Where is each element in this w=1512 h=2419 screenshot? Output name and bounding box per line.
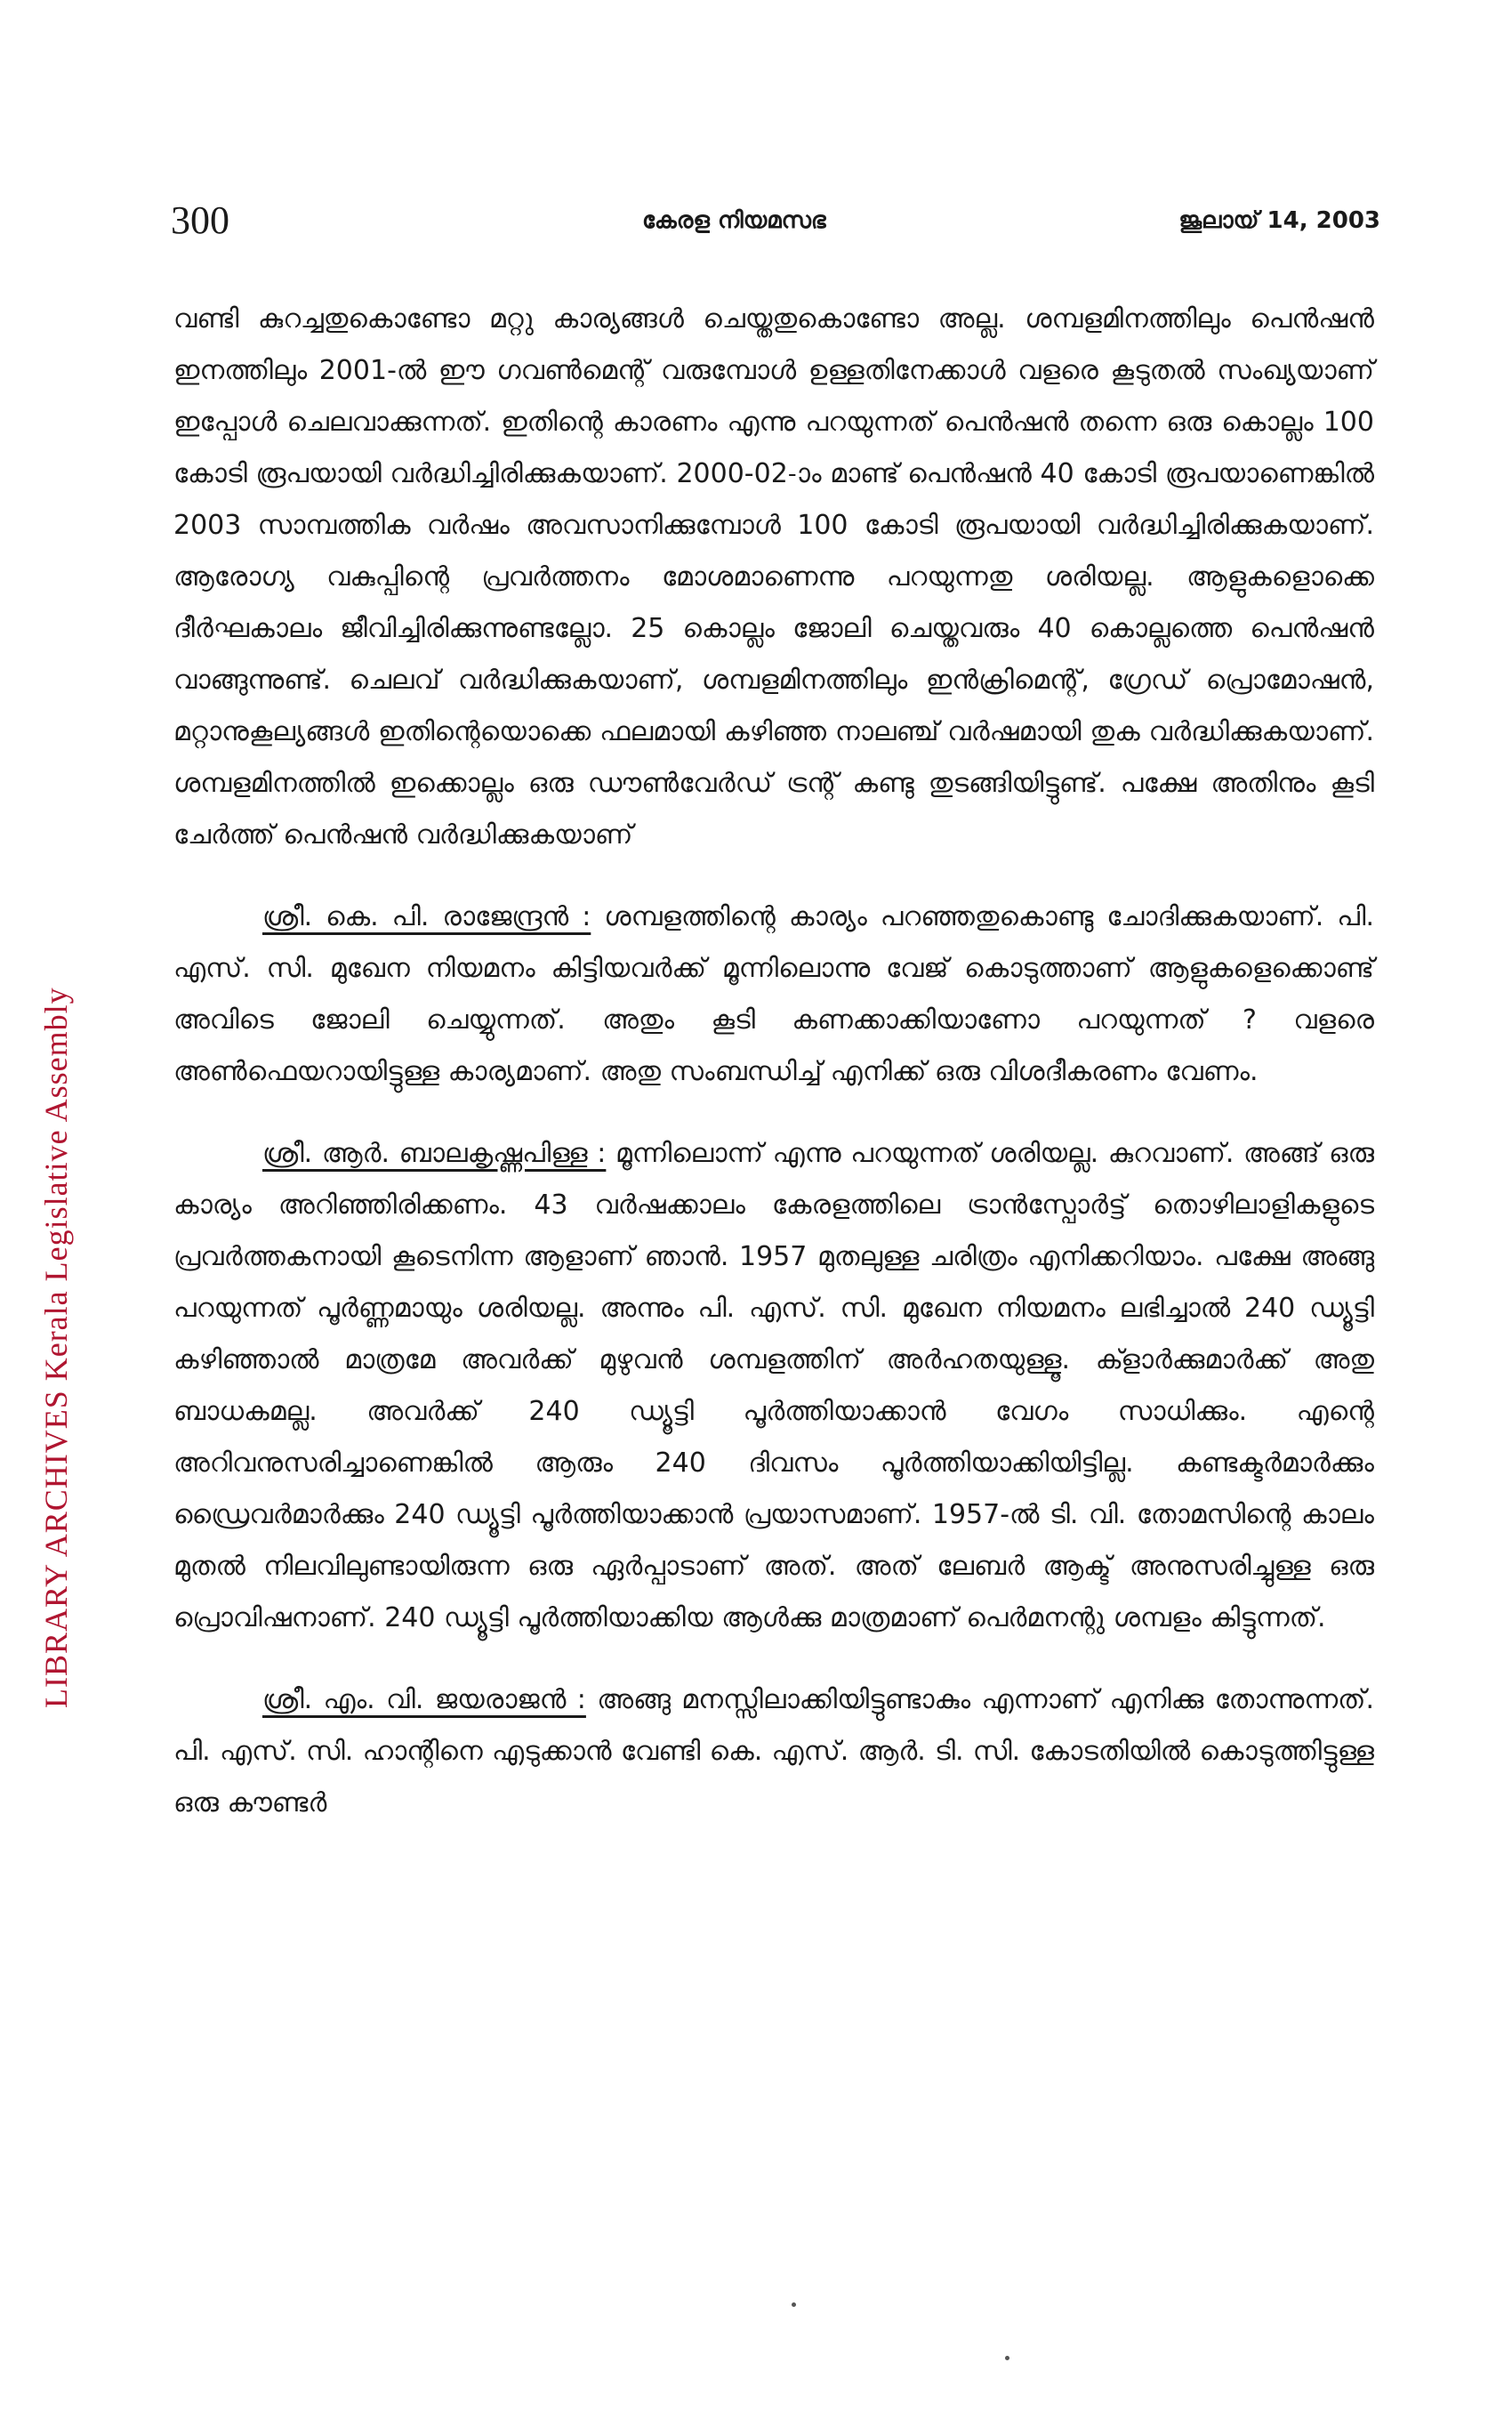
speech-jayarajan	[173, 1674, 1374, 1829]
page-header	[171, 194, 1380, 247]
scan-dot	[1005, 2356, 1009, 2360]
speaker-name: ശ്രീ. ആർ. ബാലകൃഷ്ണപിള്ള :	[262, 1138, 607, 1169]
document-body	[173, 294, 1374, 1829]
speaker-name: ശ്രീ. കെ. പി. രാജേന്ദ്രൻ :	[262, 901, 591, 932]
speech-text: ശമ്പളത്തിന്റെ കാര്യം പറഞ്ഞതുകൊണ്ടു ചോദിക്കുകയാണ്. പി. എസ്. സി. മുഖേന നിയമനം കിട്ടിയവർക്ക് മൂന്നിലൊന്നു വേജ് കൊടുത്താണ് ആളുകളെക്കൊണ്ട് അവിടെ ജോലി ചെയ്യുന്നത്. അതും കൂടി കണക്കാക്കിയാണോ പറയുന്നത് ? വളരെ അൺഫെയറായിട്ടുള്ള കാര്യമാണ്. അതു സംബന്ധിച്ച് എനിക്ക് ഒരു വിശദീകരണം വേണം.	[173, 901, 1374, 1087]
speaker-name: ശ്രീ. എം. വി. ജയരാജൻ :	[262, 1684, 586, 1715]
speech-text: അങ്ങു മനസ്സിലാക്കിയിട്ടുണ്ടാകും എന്നാണ് എനിക്കു തോന്നുന്നത്. പി. എസ്. സി. ഹാന്റിനെ എടുക്കാൻ വേണ്ടി കെ. എസ്. ആർ. ടി. സി. കോടതിയിൽ കൊടുത്തിട്ടുള്ള ഒരു കൗണ്ടർ	[173, 1684, 1375, 1818]
page-number: 300	[171, 198, 229, 242]
speech-text: മൂന്നിലൊന്ന് എന്നു പറയുന്നത് ശരിയല്ല. കുറവാണ്. അങ്ങ് ഒരു കാര്യം അറിഞ്ഞിരിക്കണം. 43 വർഷക്കാലം കേരളത്തിലെ ട്രാൻസ്പോർട്ട് തൊഴിലാളികളുടെ പ്രവർത്തകനായി കൂടെനിന്ന ആളാണ് ഞാൻ. 1957 മുതലുള്ള ചരിത്രം എനിക്കറിയാം. പക്ഷേ അങ്ങു പറയുന്നത് പൂർണ്ണമായും ശരിയല്ല. അന്നും പി. എസ്. സി. മുഖേന നിയമനം ലഭിച്ചാൽ 240 ഡ്യൂട്ടി കഴിഞ്ഞാൽ മാത്രമേ അവർക്ക് മുഴുവൻ ശമ്പളത്തിന് അർഹതയുള്ളൂ. ക്ളാർക്കുമാർക്ക് അതു ബാധകമല്ല. അവർക്ക് 240 ഡ്യൂട്ടി പൂർത്തിയാക്കാൻ വേഗം സാധിക്കും. എന്റെ അറിവനുസരിച്ചാണെങ്കിൽ ആരും 240 ദിവസം പൂർത്തിയാക്കിയിട്ടില്ല. കണ്ടക്ടർമാർക്കും ഡ്രൈവർമാർക്കും 240 ഡ്യൂട്ടി പൂർത്തിയാക്കാൻ പ്രയാസമാണ്. 1957-ൽ ടി. വി. തോമസിന്റെ കാലം മുതൽ നിലവിലുണ്ടായിരുന്ന ഒരു ഏർപ്പാടാണ് അത്. അത് ലേബർ ആക്ട് അനുസരിച്ചുള്ള ഒരു പ്രൊവിഷനാണ്. 240 ഡ്യൂട്ടി പൂർത്തിയാക്കിയ ആൾക്കു മാത്രമാണ് പെർമനന്റു ശമ്പളം കിട്ടുന്നത്.	[173, 1138, 1374, 1633]
scan-dot	[792, 2302, 796, 2307]
paragraph-1: വണ്ടി കുറച്ചതുകൊണ്ടോ മറ്റു കാര്യങ്ങൾ ചെയ്തതുകൊണ്ടോ അല്ല. ശമ്പളമിനത്തിലും പെൻഷൻ ഇനത്തിലും 2001-ൽ ഈ ഗവൺമെന്റ് വരുമ്പോൾ ഉള്ളതിനേക്കാൾ വളരെ കൂടുതൽ സംഖ്യയാണ് ഇപ്പോൾ ചെലവാക്കുന്നത്. ഇതിന്റെ കാരണം എന്നു പറയുന്നത് പെൻഷൻ തന്നെ ഒരു കൊല്ലം 100 കോടി രൂപയായി വർദ്ധിച്ചിരിക്കുകയാണ്. 2000-02-ാം മാണ്ട് പെൻഷൻ 40 കോടി രൂപയാണെങ്കിൽ 2003 സാമ്പത്തിക വർഷം അവസാനിക്കുമ്പോൾ 100 കോടി രൂപയായി വർദ്ധിച്ചിരിക്കുകയാണ്. ആരോഗ്യ വകുപ്പിന്റെ പ്രവർത്തനം മോശമാണെന്നു പറയുന്നതു ശരിയല്ല. ആളുകളൊക്കെ ദീർഘകാലം ജീവിച്ചിരിക്കുന്നുണ്ടല്ലോ. 25 കൊല്ലം ജോലി ചെയ്തവരും 40 കൊല്ലത്തെ പെൻഷൻ വാങ്ങുന്നുണ്ട്. ചെലവ് വർദ്ധിക്കുകയാണ്, ശമ്പളമിനത്തിലും ഇൻക്രിമെന്റ്, ഗ്രേഡ് പ്രൊമോഷൻ, മറ്റാനുകൂല്യങ്ങൾ ഇതിന്റെയൊക്കെ ഫലമായി കഴിഞ്ഞ നാലഞ്ച് വർഷമായി തുക വർദ്ധിക്കുകയാണ്. ശമ്പളമിനത്തിൽ ഇക്കൊല്ലം ഒരു ഡൗൺവേർഡ് ട്രന്റ് കണ്ടു തുടങ്ങിയിട്ടുണ്ട്. പക്ഷേ അതിനും കൂടി ചേർത്ത് പെൻഷൻ വർദ്ധിക്കുകയാണ്	[173, 303, 1374, 851]
speech-balakrishnapillai	[173, 1128, 1374, 1644]
speech-rajendran	[173, 891, 1374, 1098]
archive-side-stamp: LIBRARY ARCHIVES Kerala Legislative Assembly	[38, 987, 74, 1708]
running-title: കേരള നിയമസഭ	[642, 207, 826, 234]
header-date: ജൂലായ് 14, 2003	[1178, 207, 1380, 234]
